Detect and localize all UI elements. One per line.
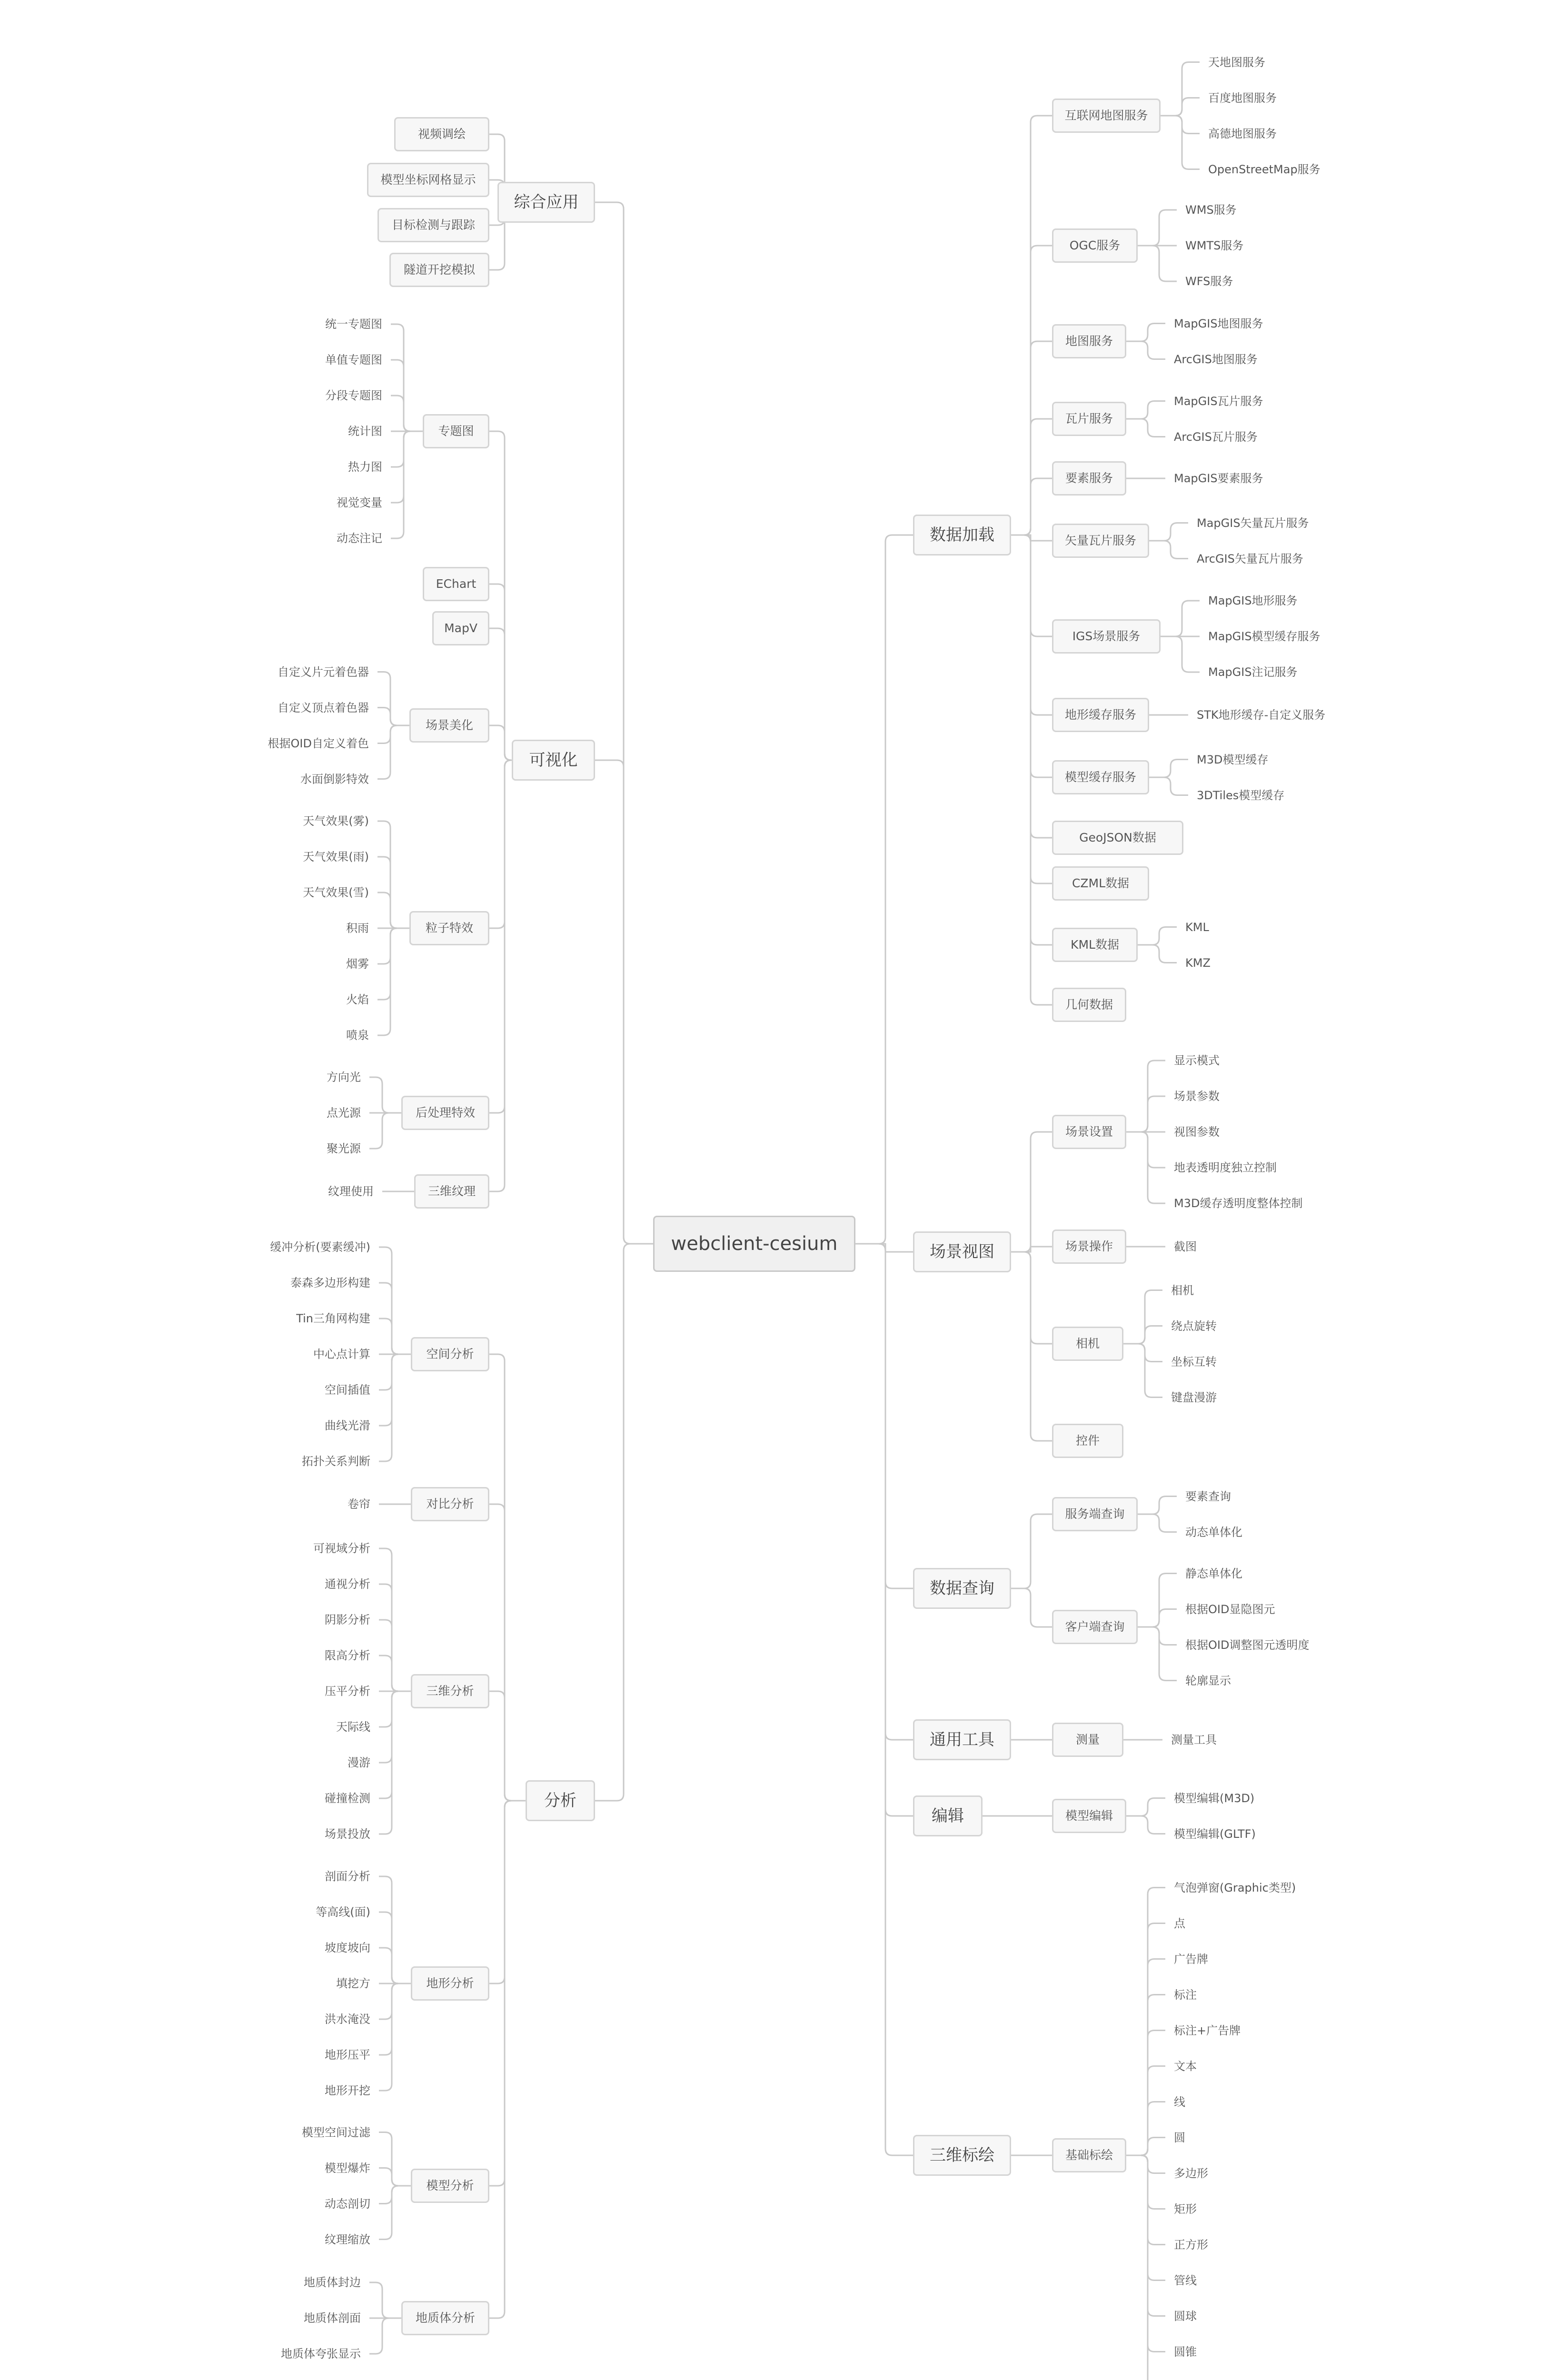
l2-node[interactable]: EChart [423,567,489,601]
l2-node[interactable]: 空间分析 [411,1337,489,1371]
leaf-node[interactable]: 水面倒影特效 [300,772,369,786]
connector-line [1126,419,1165,437]
leaf-node[interactable]: 截图 [1174,1240,1197,1253]
leaf-node[interactable]: 聚光源 [327,1142,361,1155]
leaf-node[interactable]: MapGIS地图服务 [1174,317,1263,330]
connector-line [1123,1290,1162,1344]
connector-line [1123,1344,1162,1362]
leaf-node[interactable]: 地表透明度独立控制 [1174,1161,1277,1174]
connector-line [1126,1816,1165,1834]
connector-line [489,1691,526,1801]
connector-line [379,1691,411,1798]
connector-line [379,1983,411,2091]
l2-node[interactable]: CZML数据 [1052,866,1149,901]
leaf-node[interactable]: 模型编辑(M3D) [1174,1791,1255,1805]
leaf-node[interactable]: 线 [1174,2095,1185,2109]
connector-line [1126,2155,1165,2316]
leaf-node[interactable]: M3D模型缓存 [1197,753,1269,766]
leaf-node[interactable]: 火焰 [346,993,369,1006]
leaf-node[interactable]: KMZ [1185,956,1211,970]
leaf-node[interactable]: 场景投放 [325,1827,370,1841]
l2-node[interactable]: 模型编辑 [1052,1799,1126,1833]
l2-node[interactable]: 要素服务 [1052,461,1126,496]
connector-line [379,2168,411,2186]
leaf-node[interactable]: 阴影分析 [325,1613,370,1626]
l1-node-left[interactable]: 可视化 [512,740,595,781]
connector-line [1126,1995,1165,2156]
leaf-node[interactable]: 天气效果(雾) [303,814,369,828]
connector-line [1126,2155,1165,2209]
connector-line [489,584,512,760]
connector-line [1011,478,1052,535]
l2-node[interactable]: 地质体分析 [401,2301,489,2335]
l2-node[interactable]: 场景设置 [1052,1115,1126,1149]
l2-node[interactable]: 服务端查询 [1052,1497,1138,1531]
leaf-node[interactable]: 空间插值 [325,1383,370,1397]
connector-line [1011,116,1052,535]
connector-line [379,2186,411,2204]
connector-line [1123,1344,1162,1398]
leaf-node[interactable]: 相机 [1171,1283,1194,1297]
connector-line [1011,535,1052,715]
connector-line [855,1244,913,1588]
leaf-node[interactable]: WFS服务 [1185,275,1233,288]
l2-node[interactable]: 几何数据 [1052,988,1126,1022]
leaf-node[interactable]: 填挖方 [336,1977,370,1990]
leaf-node[interactable]: 天气效果(雨) [303,850,369,863]
connector-line [379,1948,411,1983]
leaf-node[interactable]: 漫游 [348,1756,370,1769]
connector-line [489,760,512,928]
leaf-node[interactable]: 广告牌 [1174,1952,1208,1966]
connector-line [1011,535,1052,541]
l2-node[interactable]: 视频调绘 [394,117,489,151]
l1-node-right[interactable]: 数据加载 [913,515,1011,555]
connector-line [1126,2155,1165,2380]
connector-line [1011,535,1052,838]
leaf-node[interactable]: 地质体封边 [304,2276,361,2289]
l2-node[interactable]: 基础标绘 [1052,2138,1126,2172]
l2-node[interactable]: 三维分析 [411,1674,489,1708]
connector-line [1011,246,1052,535]
leaf-node[interactable]: 动态单体化 [1185,1525,1242,1539]
leaf-node[interactable]: 视觉变量 [337,496,382,509]
connector-line [489,1354,526,1801]
leaf-node[interactable]: 通视分析 [325,1577,370,1591]
leaf-node[interactable]: 点光源 [327,1106,361,1120]
leaf-node[interactable]: 自定义片元着色器 [278,665,369,679]
l1-node-left[interactable]: 综合应用 [497,182,595,223]
leaf-node[interactable]: 洪水淹没 [325,2013,370,2026]
leaf-node[interactable]: 键盘漫游 [1171,1390,1217,1404]
connector-line [1161,116,1200,134]
connector-line [1149,777,1188,795]
connector-line [1011,341,1052,535]
leaf-node[interactable]: 喷泉 [346,1029,369,1042]
connector-line [1011,1588,1052,1627]
connector-line [377,821,409,928]
l2-node[interactable]: 对比分析 [411,1487,489,1521]
leaf-node[interactable]: 碰撞检测 [325,1792,370,1805]
connector-line [1161,62,1200,116]
connector-line [1011,1252,1052,1344]
leaf-node[interactable]: 地形开挖 [325,2084,370,2097]
leaf-node[interactable]: M3D缓存透明度整体控制 [1174,1197,1303,1210]
connector-line [1161,98,1200,116]
connector-line [855,1244,913,1816]
connector-line [489,1801,526,1983]
leaf-node[interactable]: MapGIS地形服务 [1208,594,1298,607]
l2-node[interactable]: 模型分析 [411,2169,489,2203]
connector-line [1011,1247,1052,1252]
connector-line [369,1077,401,1113]
leaf-node[interactable]: 矩形 [1174,2202,1197,2216]
connector-line [1011,419,1052,535]
connector-line [855,535,913,1244]
leaf-node[interactable]: 拓扑关系判断 [302,1455,370,1468]
leaf-node[interactable]: 缓冲分析(要素缓冲) [270,1240,370,1254]
leaf-node[interactable]: MapGIS矢量瓦片服务 [1197,516,1309,530]
connector-line [1138,1514,1177,1532]
connector-line [1149,523,1188,541]
connector-line [1126,2138,1165,2156]
leaf-node[interactable]: 高德地图服务 [1208,127,1277,140]
leaf-node[interactable]: 要素查询 [1185,1489,1231,1503]
connector-line [391,431,423,467]
connector-line [1011,535,1052,883]
connector-line [391,431,423,538]
l2-node[interactable]: KML数据 [1052,928,1138,962]
l2-node[interactable]: 后处理特效 [401,1096,489,1130]
connector-line [379,1354,411,1390]
l1-node-right[interactable]: 数据查询 [913,1568,1011,1609]
connector-line [377,725,409,779]
connector-line [1126,1132,1165,1168]
connector-line [489,1504,526,1801]
connector-line [1123,1326,1162,1344]
leaf-node[interactable]: 圆球 [1174,2309,1197,2323]
leaf-node[interactable]: 积雨 [346,922,369,935]
leaf-node[interactable]: 剖面分析 [325,1870,370,1883]
connector-line [1126,2155,1165,2245]
connector-line [1138,1627,1177,1681]
connector-line [379,1691,411,1727]
l2-node[interactable]: 粒子特效 [409,911,489,945]
connector-line [1126,1888,1165,2156]
connector-line [377,928,409,1035]
connector-line [1138,1497,1177,1515]
connector-line [1011,1514,1052,1588]
leaf-node[interactable]: 卷帘 [348,1497,370,1511]
connector-line [855,1244,913,2155]
l2-node[interactable]: MapV [432,611,489,645]
leaf-node[interactable]: 统一专题图 [325,317,382,331]
connector-line [1126,1096,1165,1132]
l1-node-right[interactable]: 编辑 [913,1795,983,1836]
connector-line [379,1983,411,2019]
l2-node[interactable]: 场景美化 [409,708,489,743]
connector-line [1011,535,1052,1005]
leaf-node[interactable]: 静态单体化 [1185,1567,1242,1580]
connector-line [489,1801,526,2318]
connector-line [379,2186,411,2240]
leaf-node[interactable]: 模型编辑(GLTF) [1174,1827,1256,1841]
leaf-node[interactable]: 纹理使用 [328,1185,374,1198]
connector-line [595,760,653,1244]
l1-node-left[interactable]: 分析 [526,1780,595,1821]
connector-line [377,725,409,744]
connector-line [489,725,512,760]
leaf-node[interactable]: 泰森多边形构建 [290,1276,370,1289]
leaf-node[interactable]: 统计图 [348,425,382,438]
connector-line [489,431,512,760]
leaf-node[interactable]: 等高线(面) [316,1905,370,1919]
leaf-node[interactable]: 坐标互转 [1171,1355,1217,1368]
connector-line [379,1247,411,1354]
connector-line [1126,341,1165,359]
connector-line [379,1584,411,1691]
l2-node[interactable]: 相机 [1052,1327,1123,1361]
l2-node[interactable]: 矢量瓦片服务 [1052,524,1149,558]
leaf-node[interactable]: MapGIS瓦片服务 [1174,394,1263,408]
l2-node[interactable]: 场景操作 [1052,1230,1126,1264]
connector-line [1126,2155,1165,2173]
l2-node[interactable]: OGC服务 [1052,228,1138,263]
connector-line [1149,760,1188,778]
connector-line [1126,2102,1165,2156]
leaf-node[interactable]: 天地图服务 [1208,55,1265,69]
leaf-node[interactable]: 绕点旋转 [1171,1319,1217,1333]
connector-line [379,1876,411,1983]
l2-node[interactable]: 隧道开挖模拟 [389,253,489,287]
leaf-node[interactable]: 测量工具 [1171,1733,1217,1746]
l2-node[interactable]: 控件 [1052,1424,1123,1458]
connector-line [1126,1924,1165,2156]
l2-node[interactable]: 地形缓存服务 [1052,698,1149,732]
connector-line [1126,2155,1165,2380]
root-node[interactable]: webclient-cesium [653,1216,855,1272]
l2-node[interactable]: GeoJSON数据 [1052,821,1183,855]
connector-line [369,2318,401,2354]
connector-line [489,760,512,1113]
connector-line [1161,116,1200,169]
leaf-node[interactable]: 烟雾 [346,957,369,971]
leaf-node[interactable]: 纹理缩放 [325,2232,370,2246]
connector-line [489,760,512,1191]
connector-line [1138,945,1177,963]
l2-node[interactable]: 目标检测与跟踪 [377,208,489,242]
leaf-node[interactable]: 分段专题图 [325,389,382,402]
l2-node[interactable]: 客户端查询 [1052,1610,1138,1644]
leaf-node[interactable]: 自定义顶点着色器 [278,701,369,714]
connector-line [1138,1627,1177,1645]
connector-line [489,1801,526,2186]
leaf-node[interactable]: WMTS服务 [1185,239,1244,252]
connector-line [1138,1609,1177,1627]
leaf-node[interactable]: STK地形缓存-自定义服务 [1197,708,1326,722]
connector-line [377,708,409,726]
connector-line [1011,1132,1052,1252]
l2-node[interactable]: 测量 [1052,1723,1123,1757]
connector-line [377,892,409,928]
leaf-node[interactable]: OpenStreetMap服务 [1208,162,1321,176]
leaf-node[interactable]: 方向光 [327,1071,361,1084]
leaf-node[interactable]: 标注+广告牌 [1174,2023,1241,2037]
connector-line [1138,210,1177,246]
l2-node[interactable]: 瓦片服务 [1052,402,1126,436]
connector-line [489,628,512,760]
leaf-node[interactable]: 场景参数 [1174,1090,1220,1103]
leaf-node[interactable]: 地质体夸张显示 [281,2347,361,2360]
leaf-node[interactable]: Tin三角网构建 [296,1312,370,1325]
leaf-node[interactable]: 多边形 [1174,2166,1208,2180]
connector-line [1126,1959,1165,2156]
leaf-node[interactable]: 轮廓显示 [1185,1674,1231,1687]
leaf-node[interactable]: 天气效果(雪) [303,886,369,899]
leaf-node[interactable]: 单值专题图 [325,353,382,367]
leaf-node[interactable]: 根据OID自定义着色 [268,736,369,750]
leaf-node[interactable]: 视图参数 [1174,1125,1220,1139]
connector-line [1138,246,1177,281]
leaf-node[interactable]: ArcGIS瓦片服务 [1174,430,1258,444]
leaf-node[interactable]: 3DTiles模型缓存 [1197,788,1285,802]
leaf-node[interactable]: 文本 [1174,2059,1197,2073]
connector-line [595,1244,653,1801]
leaf-node[interactable]: 模型空间过滤 [302,2125,370,2139]
connector-line [1126,2155,1165,2352]
connector-line [1126,1798,1165,1816]
leaf-node[interactable]: WMS服务 [1185,203,1237,217]
l2-node[interactable]: 地图服务 [1052,324,1126,358]
leaf-node[interactable]: MapGIS要素服务 [1174,472,1263,485]
l2-node[interactable]: 三维纹理 [414,1174,489,1209]
l1-node-right[interactable]: 通用工具 [913,1719,1011,1760]
leaf-node[interactable]: 管线 [1174,2273,1197,2287]
connector-line [1126,2066,1165,2156]
leaf-node[interactable]: 动态剖切 [325,2197,370,2211]
leaf-node[interactable]: 圆 [1174,2131,1185,2144]
leaf-node[interactable]: 热力图 [348,460,382,474]
connector-line [1011,535,1052,636]
connector-line [1138,927,1177,945]
l2-node[interactable]: 地形分析 [411,1966,489,2001]
l2-node[interactable]: 模型缓存服务 [1052,760,1149,794]
leaf-node[interactable]: 正方形 [1174,2238,1208,2251]
leaf-node[interactable]: 根据OID显隐图元 [1185,1602,1275,1616]
connector-line [377,928,409,964]
connector-line [1126,401,1165,419]
leaf-node[interactable]: 模型爆炸 [325,2161,370,2175]
connector-line [1138,1574,1177,1627]
leaf-node[interactable]: MapGIS模型缓存服务 [1208,630,1321,643]
leaf-node[interactable]: 百度地图服务 [1208,91,1277,105]
leaf-node[interactable]: 点 [1174,1916,1185,1930]
l2-node[interactable]: 专题图 [423,414,489,448]
connector-line [379,1656,411,1691]
leaf-node[interactable]: 地形压平 [325,2048,370,2062]
connector-line [1161,636,1200,672]
leaf-node[interactable]: 压平分析 [325,1685,370,1698]
connector-line [379,1354,411,1461]
l2-node[interactable]: IGS场景服务 [1052,619,1161,654]
leaf-node[interactable]: 显示模式 [1174,1054,1220,1067]
leaf-node[interactable]: 气泡弹窗(Graphic类型) [1174,1881,1296,1894]
leaf-node[interactable]: 坡度坡向 [325,1941,370,1954]
connector-line [391,396,423,431]
leaf-node[interactable]: ArcGIS矢量瓦片服务 [1197,552,1303,565]
connector-line [855,1244,913,1740]
leaf-node[interactable]: KML [1185,920,1209,934]
leaf-node[interactable]: 动态注记 [337,532,382,545]
leaf-node[interactable]: 可视域分析 [313,1542,370,1555]
connector-line [369,1113,401,1149]
l2-node[interactable]: 互联网地图服务 [1052,99,1161,133]
leaf-node[interactable]: 根据OID调整图元透明度 [1185,1638,1310,1652]
connector-line [1149,541,1188,559]
connector-line [1161,601,1200,636]
connector-line [391,324,423,431]
leaf-node[interactable]: 曲线光滑 [325,1419,370,1432]
connector-line [369,2282,401,2318]
connector-line [1126,2155,1165,2281]
leaf-node[interactable]: 限高分析 [325,1649,370,1662]
connector-line [1126,2031,1165,2156]
connector-line [379,2132,411,2186]
l2-node[interactable]: 模型坐标网格显示 [367,163,489,197]
leaf-node[interactable]: 圆锥 [1174,2345,1197,2359]
connector-line [379,1319,411,1354]
connector-line [1126,324,1165,342]
l1-node-right[interactable]: 场景视图 [913,1231,1011,1272]
connector-line [1011,1252,1052,1441]
leaf-node[interactable]: ArcGIS地图服务 [1174,352,1258,366]
connector-line [1011,535,1052,777]
connector-line [377,672,409,726]
leaf-node[interactable]: MapGIS注记服务 [1208,665,1298,679]
leaf-node[interactable]: 天际线 [336,1720,370,1734]
leaf-node[interactable]: 地质体剖面 [304,2311,361,2325]
leaf-node[interactable]: 标注 [1174,1988,1197,2002]
l1-node-right[interactable]: 三维标绘 [913,2135,1011,2176]
leaf-node[interactable]: 中心点计算 [313,1348,370,1361]
